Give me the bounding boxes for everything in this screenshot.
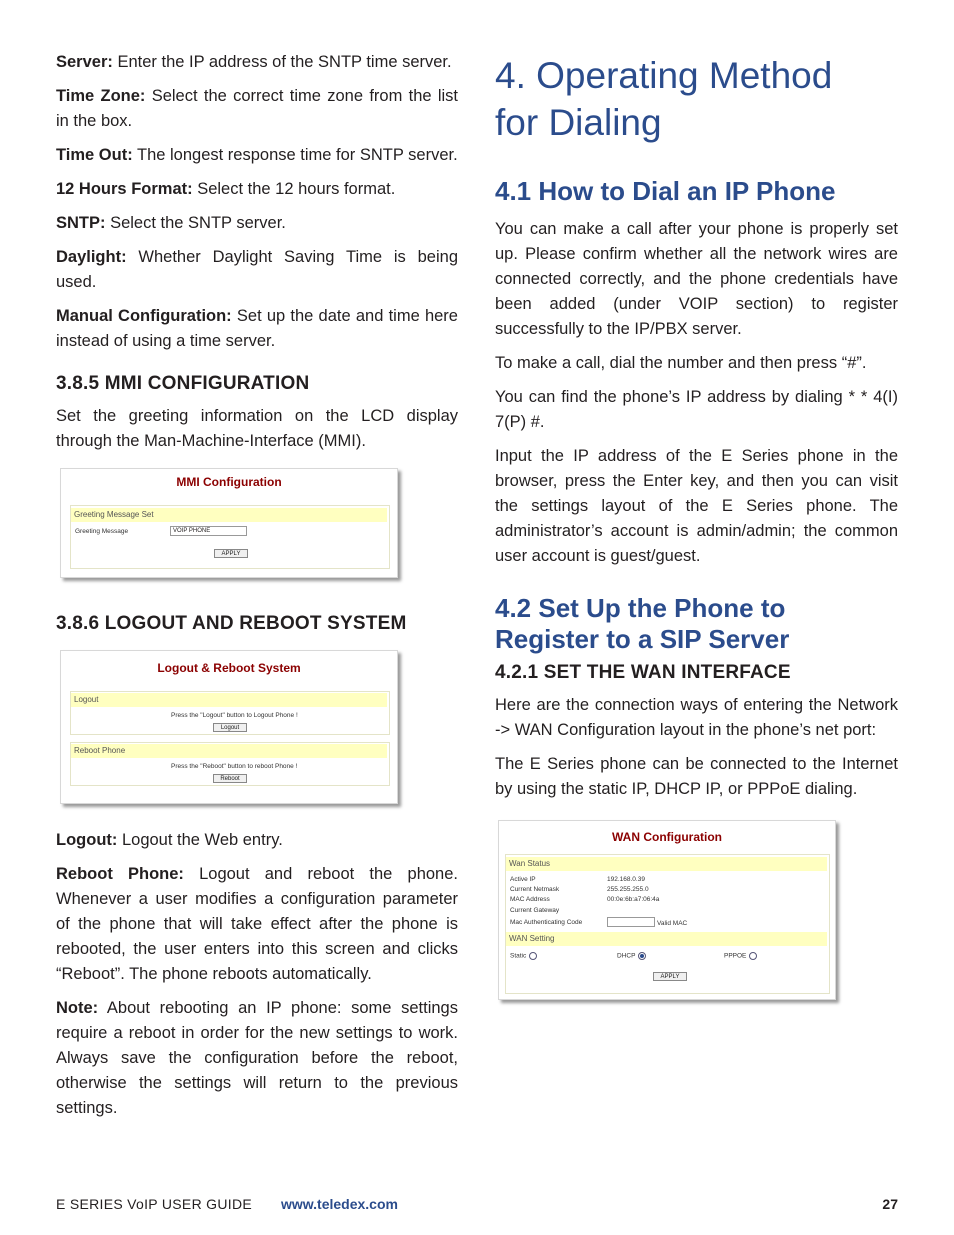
mac-auth-code-input[interactable]: [607, 917, 655, 927]
static-radio-icon[interactable]: [529, 952, 537, 960]
logout-band: Logout: [71, 693, 387, 707]
wan-row-value: 00:0e:6b:a7:06:4a: [607, 896, 660, 903]
dial-paragraph-4: Input the IP address of the E Series phone in the browser, press the Enter key, and then you can visit the settings layout of the E Series phone. The administrator’s account is admin/admin; the common user account is guest/guest.: [495, 447, 898, 565]
right-column: [495, 52, 898, 1000]
footer-guide-title: E SERIES VoIP USER GUIDE: [56, 1196, 253, 1212]
term-note: Note:: [56, 999, 99, 1017]
wan-setting-band: WAN Setting: [506, 932, 827, 946]
wan-row-label: Current Netmask: [510, 886, 560, 893]
timezone-paragraph: Time Zone: Select the correct time zone from the list in the box.: [56, 87, 458, 130]
term-12h: 12 Hours Format:: [56, 180, 193, 198]
wan-row-label: Active IP: [510, 876, 536, 883]
page-footer: [56, 1194, 898, 1214]
wan-paragraph-1: Here are the connection ways of entering the Network -> WAN Configuration layout in the phone’s net port:: [495, 696, 898, 739]
logout-button[interactable]: Logout: [213, 723, 247, 732]
footer-url-link[interactable]: www.teledex.com: [281, 1196, 398, 1212]
dial-paragraph-3: You can find the phone’s IP address by dialing * * 4(I) 7(P) #.: [495, 388, 898, 431]
reboot-button[interactable]: Reboot: [213, 774, 247, 783]
mmi-title: MMI Configuration: [176, 475, 282, 489]
logout-heading: 3.8.6 LOGOUT AND REBOOT SYSTEM: [56, 613, 407, 634]
mmi-heading: 3.8.5 MMI CONFIGURATION: [56, 373, 310, 394]
section-4-2-title: 4.2 Set Up the Phone to Register to a SIP Server: [495, 593, 790, 654]
timeout-paragraph: Time Out: The longest response time for SNTP server.: [56, 146, 458, 164]
term-daylight: Daylight:: [56, 248, 127, 266]
dial-paragraph-2: To make a call, dial the number and then press “#”.: [495, 354, 867, 372]
term-timeout: Time Out:: [56, 146, 133, 164]
manual-config-paragraph: Manual Configuration: Set up the date and time here instead of using a time server.: [56, 307, 458, 350]
reboot-paragraph: Reboot Phone: Logout and reboot the phone. Whenever a user modifies a configuration parameter of the phone that will take effect after the phone is rebooted, the user enters into this screen and clicks “Reboot”. The phone reboots automatically.: [56, 865, 458, 983]
wan-row-label: MAC Address: [510, 896, 550, 903]
hours-format-paragraph: 12 Hours Format: Select the 12 hours format.: [56, 180, 396, 198]
static-option[interactable]: Static: [510, 952, 537, 960]
mmi-paragraph: Set the greeting information on the LCD display through the Man-Machine-Interface (MMI).: [56, 407, 458, 450]
term-reboot: Reboot Phone:: [56, 865, 184, 883]
wan-screenshot: [498, 820, 836, 1000]
term-sntp: SNTP:: [56, 214, 106, 232]
wan-row-value: 255.255.255.0: [607, 886, 649, 893]
dhcp-option[interactable]: DHCP: [617, 952, 646, 960]
wan-status-band: Wan Status: [506, 857, 827, 871]
chapter-title: 4. Operating Method for Dialing: [495, 55, 833, 143]
term-logout: Logout:: [56, 831, 118, 849]
wan-row-label: Current Gateway: [510, 907, 560, 914]
logout-paragraph: Logout: Logout the Web entry.: [56, 831, 283, 849]
logout-title: Logout & Reboot System: [157, 661, 301, 675]
term-manual: Manual Configuration:: [56, 307, 232, 325]
greeting-message-input[interactable]: VOIP PHONE: [170, 526, 247, 536]
sntp-paragraph: SNTP: Select the SNTP server.: [56, 214, 286, 232]
pppoe-option[interactable]: PPPOE: [724, 952, 757, 960]
left-column: [56, 50, 458, 1130]
mmi-screenshot: [60, 468, 398, 578]
wan-paragraph-2: The E Series phone can be connected to the Internet by using the static IP, DHCP IP, or PPPoE dialing.: [495, 755, 898, 798]
page-number: 27: [882, 1196, 898, 1212]
reboot-message: Press the "Reboot" button to reboot Phone !: [171, 763, 298, 770]
dial-paragraph-1: You can make a call after your phone is properly set up. Please confirm whether all the network wires are connected correctly, and the phone credentials have been added (under VOIP section) to register successfully to the IP/PBX server.: [495, 220, 898, 338]
pppoe-radio-icon[interactable]: [749, 952, 757, 960]
wan-apply-button[interactable]: APPLY: [653, 972, 687, 981]
mmi-greeting-label: Greeting Message: [75, 528, 129, 535]
logout-reboot-screenshot: [60, 650, 398, 804]
valid-mac-label: Valid MAC: [657, 920, 688, 927]
logout-message: Press the "Logout" button to Logout Phone !: [171, 712, 298, 719]
mmi-band: Greeting Message Set: [71, 508, 387, 522]
wan-row-value: 192.168.0.39: [607, 876, 645, 883]
dhcp-radio-icon[interactable]: [638, 952, 646, 960]
reboot-band: Reboot Phone: [71, 744, 387, 758]
wan-heading: 4.2.1 SET THE WAN INTERFACE: [495, 662, 791, 683]
daylight-paragraph: Daylight: Whether Daylight Saving Time is being used.: [56, 248, 458, 291]
wan-row-label: Mac Authenticating Code: [510, 919, 583, 926]
term-server: Server:: [56, 53, 113, 71]
note-paragraph: Note: About rebooting an IP phone: some settings require a reboot in order for the new settings to work. Always save the configuration before the reboot, otherwise the settings will return to the previous settings.: [56, 999, 458, 1117]
wan-title: WAN Configuration: [612, 830, 722, 844]
section-4-1-title: 4.1 How to Dial an IP Phone: [495, 176, 836, 206]
server-paragraph: Server: Enter the IP address of the SNTP time server.: [56, 53, 452, 71]
term-timezone: Time Zone:: [56, 87, 146, 105]
mmi-apply-button[interactable]: APPLY: [214, 549, 248, 558]
